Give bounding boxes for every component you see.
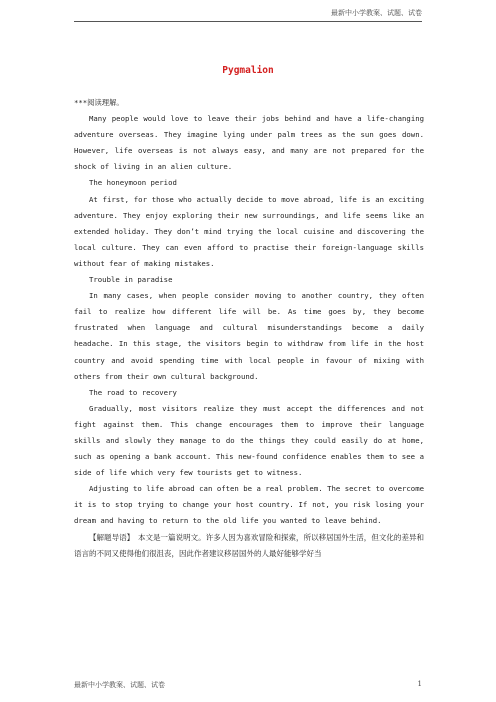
subheading: The honeymoon period — [89, 178, 177, 188]
document-title: Pygmalion — [222, 65, 274, 76]
document-body — [74, 95, 424, 562]
paragraph: Many people would love to leave their jobs behind and have a life-changing adventure overseas. They imagine lying under palm trees as the sun goes down. However, life overseas is not always easy, and many are not prepared for the shock of living in an alien culture. — [74, 114, 424, 172]
subheading: Trouble in paradise — [89, 275, 173, 285]
paragraph: Gradually, most visitors realize they must accept the differences and not fight against them. This change encourages them to improve their language skills and slowly they manage to do the things they could easily do at home, such as opening a bank account. This new-found confidence enables them to see a side of life which very few tourists get to witness. — [74, 403, 424, 478]
paragraph: At first, for those who actually decide to move abroad, life is an exciting adventure. They enjoy exploring their new surroundings, and life seems like an extended holiday. They don’t mind trying the local cuisine and discovering the local culture. They can even afford to practise their foreign-language skills without fear of making mistakes. — [74, 194, 424, 268]
subheading: The road to recovery — [89, 387, 177, 397]
footer-text: 最新中小学教案、试题、试卷 — [74, 681, 165, 689]
intro-line: ***阅读理解。 — [74, 98, 124, 107]
page-header: 最新中小学教案、试题、试卷 — [74, 8, 422, 22]
guide-paragraph: 【解题导语】 本文是一篇说明文。许多人因为喜欢冒险和探索，所以移居国外生活，但文化的差异和语言的不同又使得他们很沮丧，因此作者建议移居国外的人最好能够学好当 — [74, 532, 424, 558]
page-number: 1 — [417, 680, 422, 688]
page-footer — [74, 680, 422, 690]
paragraph: In many cases, when people consider moving to another country, they often fail to realize how different life will be. As time goes by, they become frustrated when language and cultural misunderstandings become a daily headache. In this stage, the visitors begin to withdraw from life in the host country and avoid spending time with local people in favour of mixing with others from their own cultural background. — [74, 291, 424, 381]
paragraph: Adjusting to life abroad can often be a real problem. The secret to overcome it is to stop trying to change your host country. If not, you risk losing your dream and having to return to the old life you wanted to leave behind. — [74, 484, 424, 526]
